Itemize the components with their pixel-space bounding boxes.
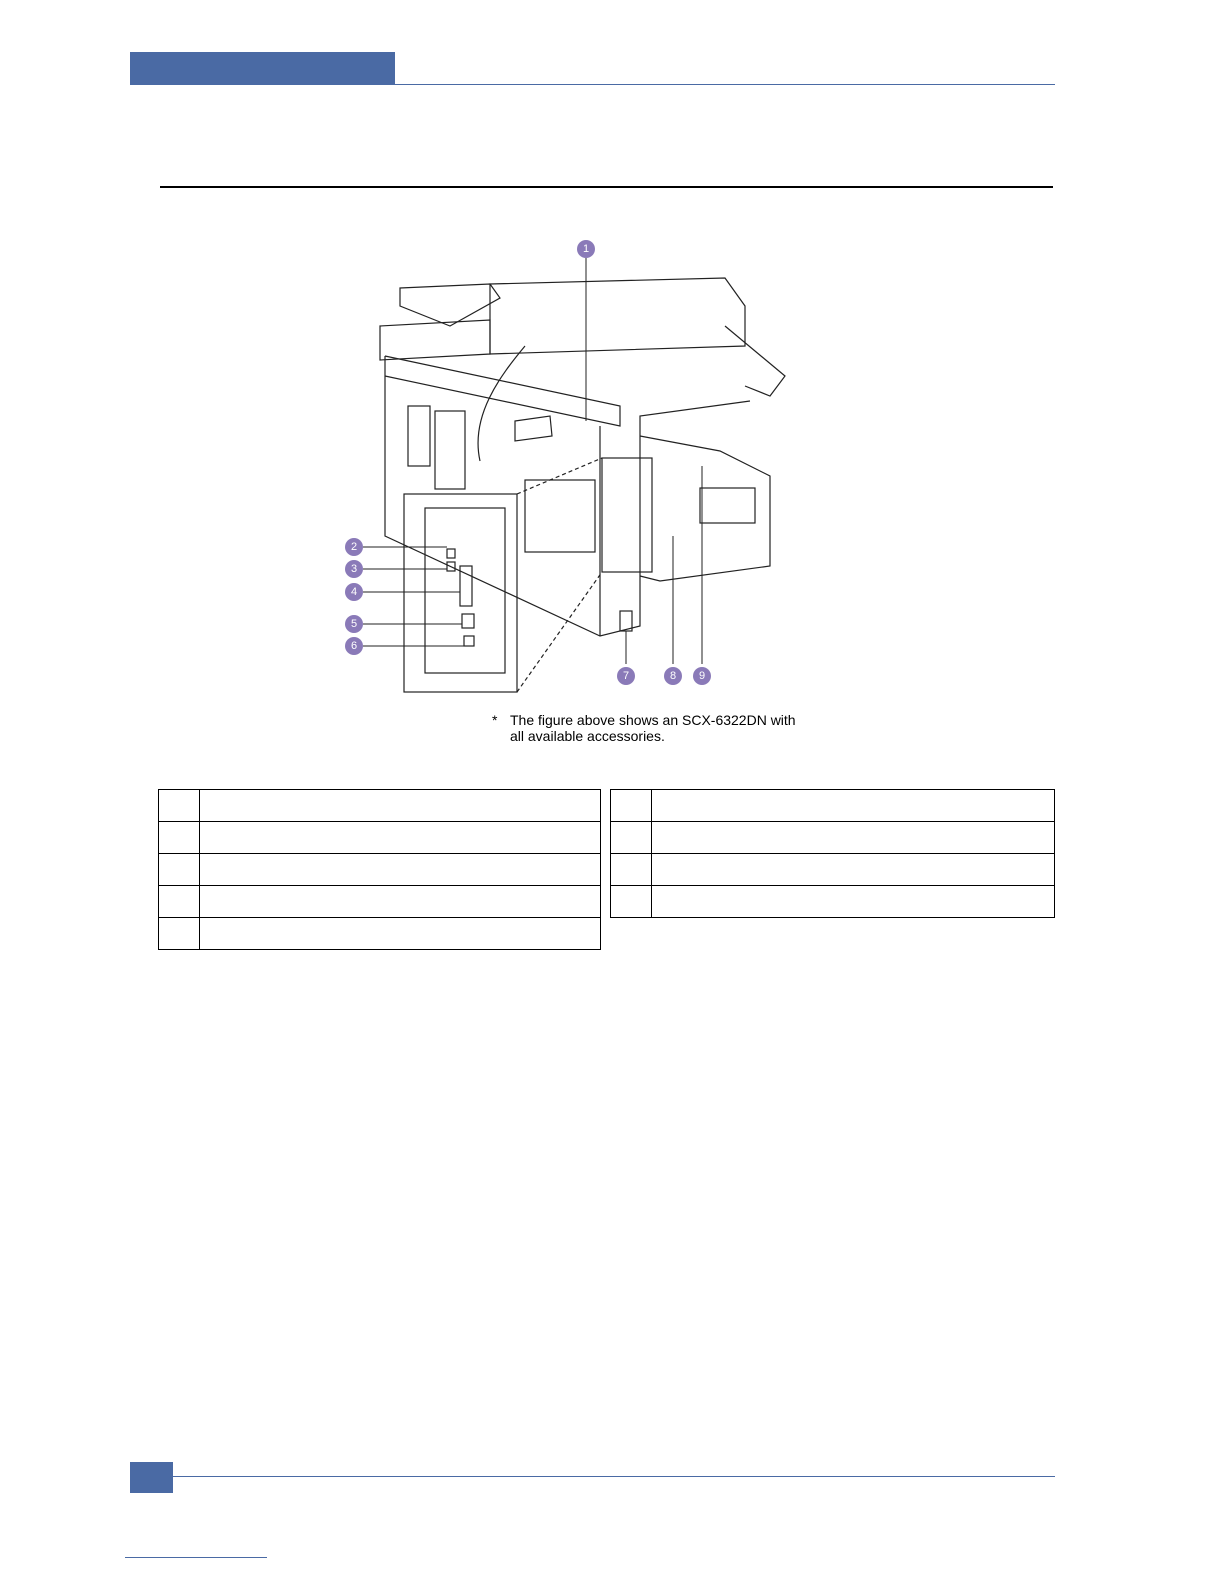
section-divider bbox=[160, 186, 1053, 188]
row-label bbox=[200, 854, 601, 886]
header-tab bbox=[130, 52, 395, 85]
table-row bbox=[611, 822, 1055, 854]
row-label bbox=[200, 918, 601, 950]
row-label bbox=[200, 822, 601, 854]
svg-text:7: 7 bbox=[622, 670, 630, 682]
svg-text:4: 4 bbox=[350, 586, 358, 598]
note-text bbox=[510, 712, 850, 744]
callout-6 bbox=[345, 637, 363, 655]
callout-5 bbox=[345, 615, 363, 633]
row-number bbox=[611, 886, 652, 918]
row-number bbox=[159, 918, 200, 950]
note-line-2: all available accessories. bbox=[510, 728, 665, 744]
svg-text:8: 8 bbox=[669, 670, 677, 682]
table-row bbox=[611, 854, 1055, 886]
row-number bbox=[159, 886, 200, 918]
svg-text:1: 1 bbox=[582, 243, 590, 255]
table-row bbox=[159, 886, 601, 918]
row-number bbox=[611, 854, 652, 886]
callout-8 bbox=[664, 667, 682, 685]
callout-1 bbox=[577, 240, 595, 258]
row-number bbox=[159, 822, 200, 854]
table-row bbox=[159, 918, 601, 950]
row-number bbox=[159, 854, 200, 886]
footer-tab bbox=[130, 1462, 173, 1493]
header-rule bbox=[130, 84, 1055, 85]
note-line-1: The figure above shows an SCX-6322DN with bbox=[510, 712, 796, 728]
row-label bbox=[652, 790, 1055, 822]
footer-rule bbox=[173, 1476, 1055, 1477]
table-row bbox=[159, 822, 601, 854]
row-number bbox=[159, 790, 200, 822]
callout-2 bbox=[345, 538, 363, 556]
callout-7 bbox=[617, 667, 635, 685]
row-number bbox=[611, 822, 652, 854]
row-label bbox=[652, 886, 1055, 918]
svg-text:5: 5 bbox=[350, 618, 358, 630]
bottom-underline bbox=[125, 1557, 267, 1558]
row-label bbox=[652, 822, 1055, 854]
row-label bbox=[200, 886, 601, 918]
note-marker: * bbox=[492, 712, 498, 728]
row-number bbox=[611, 790, 652, 822]
callout-4 bbox=[345, 583, 363, 601]
printer-rear-view-figure bbox=[330, 236, 800, 696]
table-row bbox=[611, 886, 1055, 918]
table-row bbox=[611, 790, 1055, 822]
table-row bbox=[159, 790, 601, 822]
row-label bbox=[200, 790, 601, 822]
svg-text:9: 9 bbox=[698, 670, 706, 682]
row-label bbox=[652, 854, 1055, 886]
svg-text:6: 6 bbox=[350, 640, 358, 652]
callout-9 bbox=[693, 667, 711, 685]
table-row bbox=[159, 854, 601, 886]
parts-table-left bbox=[158, 789, 601, 950]
parts-table-right bbox=[610, 789, 1055, 918]
svg-text:3: 3 bbox=[350, 563, 358, 575]
svg-text:2: 2 bbox=[350, 541, 358, 553]
callout-3 bbox=[345, 560, 363, 578]
